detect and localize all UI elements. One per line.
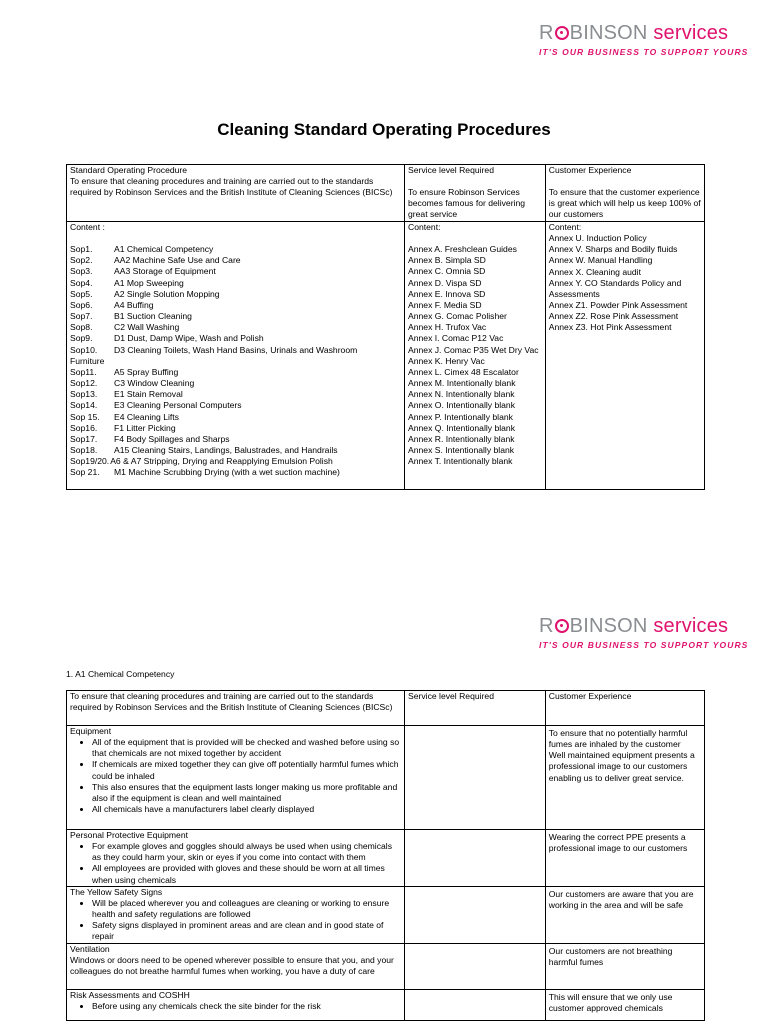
header-cell-sop: To ensure that cleaning procedures and training are carried out to the standards required by Robinson Services and the British Institute of Cleaning Sciences (BICSc): [67, 691, 405, 726]
annex-item: Annex T. Intentionally blank: [408, 456, 513, 467]
row-title: Equipment: [70, 726, 112, 736]
sop-title: AA2 Machine Safe Use and Care: [114, 255, 241, 266]
sop-code: Sop13.: [70, 389, 98, 400]
sop-item: [70, 345, 401, 356]
procedure-cell: [67, 886, 405, 943]
annex-list-cell: [405, 222, 546, 490]
annex-item: Annex O. Intentionally blank: [408, 400, 516, 411]
customer-cell: [545, 726, 704, 830]
sop-item: [70, 322, 401, 333]
sop-code: Sop 21.: [70, 467, 100, 478]
sop-code: Sop3.: [70, 266, 93, 277]
page-title: Cleaning Standard Operating Procedures: [217, 120, 551, 139]
annex-item: Annex Y. CO Standards Policy and Assessments: [548, 277, 682, 299]
sop-code: Sop8.: [70, 322, 93, 333]
sop-item: [70, 255, 401, 266]
sop-item: [70, 244, 401, 255]
sop-code: Sop9.: [70, 333, 93, 344]
logo-tagline: IT'S OUR BUSINESS TO SUPPORT YOURS: [539, 640, 749, 650]
sop-item: [70, 445, 401, 456]
sop-title: M1 Machine Scrubbing Drying (with a wet suction machine): [114, 467, 340, 478]
procedure-cell: [67, 989, 405, 1020]
bullet-list: [70, 841, 401, 886]
annex-item: Annex R. Intentionally blank: [408, 433, 515, 444]
sop-code: Sop5.: [70, 288, 93, 299]
annex-item: Annex P. Intentionally blank: [408, 411, 513, 422]
sop-title: E1 Stain Removal: [114, 389, 183, 400]
sop-title: C2 Wall Washing: [114, 322, 180, 333]
service-cell: [405, 886, 546, 943]
header-cell-customer: Customer Experience To ensure that the customer experience is great which will help us keep 100% of our customers: [545, 165, 704, 222]
logo-o-icon: [555, 26, 569, 40]
sop-title: A4 Buffing: [114, 299, 154, 310]
annex-item: Annex K. Henry Vac: [408, 355, 485, 366]
annex-item: Annex U. Induction Policy: [548, 233, 647, 244]
bullet-list: [70, 737, 401, 815]
logo-tagline: IT'S OUR BUSINESS TO SUPPORT YOURS: [539, 47, 749, 57]
sop-item: [70, 356, 401, 367]
sop-title: A2 Single Solution Mopping: [114, 288, 220, 299]
chemical-competency-table: [66, 690, 705, 1021]
bullet-item: • Before using any chemicals check the site binder for the risk: [92, 1001, 401, 1012]
bullet-item: • All of the equipment that is provided will be checked and washed before using so that chemicals are not mixed together by accident: [92, 737, 401, 759]
annex-item: Annex B. Simpla SD: [408, 255, 486, 266]
sop-title: A1 Chemical Competency: [114, 244, 214, 255]
sop-item: [70, 278, 401, 289]
customer-cell: [545, 886, 704, 943]
sop-title: D3 Cleaning Toilets, Wash Hand Basins, Urinals and Washroom: [114, 344, 358, 355]
sop-list-cell: [67, 222, 405, 490]
header-cell-customer: Customer Experience: [545, 691, 704, 726]
sop-item: [70, 378, 401, 389]
row-title: Risk Assessments and COSHH: [70, 989, 190, 1000]
row-text: Windows or doors need to be opened wherever possible to ensure that you, and your colleagues do not breathe harmful fumes when working, you have a duty of care: [70, 954, 394, 976]
bullet-item: • This also ensures that the equipment lasts longer making us more profitable and also if the equipment is clean and well maintained: [92, 782, 401, 804]
customer-text: To ensure that no potentially harmful fumes are inhaled by the customer Well maintained equipment presents a professional image to our customers enabling us to deliver great service.: [548, 728, 695, 783]
annex-list: [549, 233, 701, 333]
sop-code: Sop19/20.: [70, 456, 110, 467]
sop-item: [70, 467, 401, 478]
sop-item: [70, 266, 401, 277]
customer-cell: [545, 830, 704, 887]
procedure-cell: [67, 726, 405, 830]
procedure-cell: [67, 943, 405, 989]
annex-item: Annex Z1. Powder Pink Assessment: [548, 300, 688, 311]
sop-code: Sop6.: [70, 299, 93, 310]
annex-item: Annex N. Intentionally blank: [408, 389, 515, 400]
sop-title: D1 Dust, Damp Wipe, Wash and Polish: [114, 333, 264, 344]
annex-item: Annex Q. Intentionally blank: [408, 422, 516, 433]
row-title: Ventilation: [70, 943, 110, 954]
table-row: [67, 943, 705, 989]
bullet-list: [70, 898, 401, 943]
company-logo: [539, 22, 749, 57]
sop-code: Sop4.: [70, 277, 93, 288]
bullet-item: • All chemicals have a manufacturers label clearly displayed: [92, 804, 401, 815]
header-cell-sop: Standard Operating Procedure To ensure that cleaning procedures and training are carried out to the standards required by Robinson Services and the British Institute of Cleaning Sciences (BICSc): [67, 165, 405, 222]
header-cell-service: Service level Required: [405, 691, 546, 726]
table-row: [67, 989, 705, 1020]
sop-code: Sop2.: [70, 255, 93, 266]
sop-title: Furniture: [70, 355, 105, 366]
annex-item: Annex J. Comac P35 Wet Dry Vac: [408, 344, 539, 355]
customer-text: This will ensure that we only use customer approved chemicals: [548, 991, 673, 1013]
sop-title: F1 Litter Picking: [114, 422, 176, 433]
sop-code: Sop14.: [70, 400, 98, 411]
sop-item: [70, 389, 401, 400]
sop-item: [70, 456, 401, 467]
company-logo: [539, 615, 749, 650]
sop-title: F4 Body Spillages and Sharps: [114, 433, 230, 444]
sop-code: Sop11.: [70, 366, 97, 377]
sop-item: [70, 311, 401, 322]
sop-title: B1 Suction Cleaning: [114, 311, 192, 322]
table-header-row: [67, 165, 705, 222]
row-title: Personal Protective Equipment: [70, 830, 188, 840]
sop-code: Sop1.: [70, 244, 93, 255]
sop-code: Sop17.: [70, 433, 98, 444]
customer-cell: [545, 943, 704, 989]
customer-cell: [545, 989, 704, 1020]
table-row: [67, 726, 705, 830]
annex-item: Annex S. Intentionally blank: [408, 444, 515, 455]
logo-wordmark: R BINSON services: [539, 22, 729, 44]
sop-code: Sop7.: [70, 311, 93, 322]
annex-item: Annex V. Sharps and Bodily fluids: [548, 244, 678, 255]
sop-title: A5 Spray Buffing: [114, 366, 179, 377]
annex-item: Annex C. Omnia SD: [408, 266, 486, 277]
table-row: [67, 886, 705, 943]
sop-item: [70, 333, 401, 344]
annex-item: Annex H. Trufox Vac: [408, 322, 487, 333]
sop-title: A6 & A7 Stripping, Drying and Reapplying Emulsion Polish: [110, 456, 333, 467]
service-cell: [405, 830, 546, 887]
logo-wordmark: R BINSON services: [539, 615, 729, 637]
annex-item: Annex F. Media SD: [408, 299, 482, 310]
sop-code: Sop12.: [70, 378, 98, 389]
sop-item: [70, 300, 401, 311]
service-cell: [405, 726, 546, 830]
logo-o-icon: [555, 619, 569, 633]
bullet-item: • For example gloves and goggles should always be used when using chemicals as they could harm your, skin or eyes if you come into contact with them: [92, 841, 401, 863]
sop-item: [70, 367, 401, 378]
annex-item: Annex X. Cleaning audit: [548, 266, 641, 277]
sop-code: Sop16.: [70, 422, 98, 433]
table-header-row: [67, 691, 705, 726]
customer-text: Wearing the correct PPE presents a professional image to our customers: [548, 832, 688, 854]
sop-list: [70, 244, 401, 478]
sop-overview-table: [66, 164, 705, 490]
header-cell-service: Service level Required To ensure Robinson Services becomes famous for delivering great service: [405, 165, 546, 222]
sop-title: E3 Cleaning Personal Computers: [114, 400, 242, 411]
procedure-cell: [67, 830, 405, 887]
sop-title: A15 Cleaning Stairs, Landings, Balustrades, and Handrails: [114, 444, 338, 455]
sop-code: Sop 15.: [70, 411, 100, 422]
bullet-list: [70, 1001, 401, 1012]
bullet-item: • Safety signs displayed in prominent areas and are clean and in good state of repair: [92, 920, 401, 942]
service-cell: [405, 989, 546, 1020]
annex-item: Annex D. Vispa SD: [408, 277, 482, 288]
bullet-item: • If chemicals are mixed together they can give off potentially harmful fumes which could be inhaled: [92, 759, 401, 781]
annex-item: Annex W. Manual Handling: [548, 255, 653, 266]
sop-code: Sop10.: [70, 344, 98, 355]
sop-title: C3 Window Cleaning: [114, 378, 195, 389]
annex-item: Annex E. Innova SD: [408, 288, 486, 299]
sop-item: [70, 434, 401, 445]
annex-item: Annex A. Freshclean Guides: [408, 244, 517, 255]
bullet-item: • All employees are provided with gloves and these should be worn at all times when using chemicals: [92, 863, 401, 885]
annex-item: Annex I. Comac P12 Vac: [408, 333, 504, 344]
annex-item: Annex Z3. Hot Pink Assessment: [548, 322, 672, 333]
table-row: [67, 830, 705, 887]
annex-list-cell: [545, 222, 704, 490]
row-title: The Yellow Safety Signs: [70, 886, 163, 897]
sop-item: [70, 400, 401, 411]
annex-item: Annex M. Intentionally blank: [408, 378, 516, 389]
annex-item: Annex L. Cimex 48 Escalator: [408, 366, 519, 377]
customer-text: Our customers are not breathing harmful fumes: [548, 945, 673, 967]
sop-title: AA3 Storage of Equipment: [114, 266, 216, 277]
bullet-item: • Will be placed wherever you and colleagues are cleaning or working to ensure health and safety regulations are followed: [92, 898, 401, 920]
sop-code: Sop18.: [70, 444, 98, 455]
content-label: Content :: [70, 222, 105, 232]
annex-item: Annex Z2. Rose Pink Assessment: [548, 311, 679, 322]
sop-item: [70, 289, 401, 300]
service-cell: [405, 943, 546, 989]
annex-item: Annex G. Comac Polisher: [408, 311, 507, 322]
sop-item: [70, 412, 401, 423]
sop-item: [70, 423, 401, 434]
table-content-row: [67, 222, 705, 490]
content-label: Content:: [408, 222, 441, 232]
sop-title: E4 Cleaning Lifts: [114, 411, 179, 422]
customer-text: Our customers are aware that you are working in the area and will be safe: [548, 888, 694, 910]
annex-list: [408, 244, 542, 467]
content-label: Content:: [548, 222, 582, 232]
section-heading: 1. A1 Chemical Competency: [66, 669, 175, 679]
sop-title: A1 Mop Sweeping: [114, 277, 184, 288]
